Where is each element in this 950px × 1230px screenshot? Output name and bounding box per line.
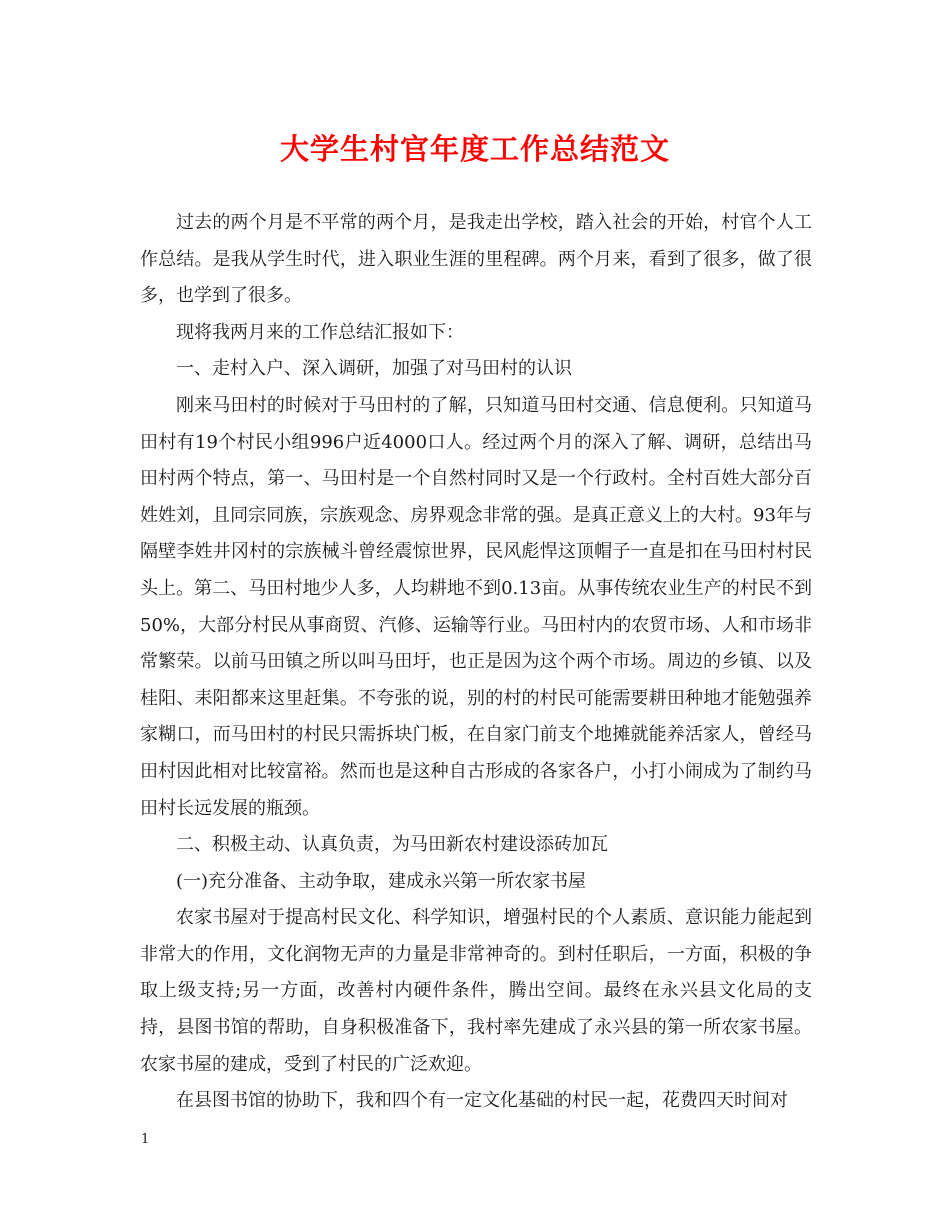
paragraph-report-lead: 现将我两月来的工作总结汇报如下： [176, 321, 464, 343]
paragraph-library: 农家书屋对于提高村民文化、科学知识，增强村民的个人素质、意识能力能起到非常大的作用，文化润物无声的力量是非常神奇的。到村任职后，一方面，积极的争取上级支持;另一方面，改善村内硬件条件，腾出空间。最终在永兴县文化局的支持，县图书馆的帮助，自身积极准备下，我村率先建成了永兴县的第一所农家书屋。农家书屋的建成，受到了村民的广泛欢迎。 [140, 907, 812, 1075]
paragraph-intro: 过去的两个月是不平常的两个月，是我走出学校，踏入社会的开始，村官个人工作总结。是我从学生时代，进入职业生涯的里程碑。两个月来，看到了很多，做了很多，也学到了很多。 [140, 212, 812, 307]
section-heading-1: 一、走村入户、深入调研，加强了对马田村的认识 [176, 358, 572, 380]
subsection-heading-1: (一)充分准备、主动争取，建成永兴第一所农家书屋 [176, 870, 587, 892]
document-body [140, 205, 812, 1120]
paragraph-library-continued: 在县图书馆的协助下，我和四个有一定文化基础的村民一起，花费四天时间对 [176, 1090, 788, 1112]
document-title: 大学生村官年度工作总结范文 [279, 132, 670, 166]
paragraph-village-survey: 刚来马田村的时候对于马田村的了解，只知道马田村交通、信息便利。只知道马田村有19个村民小组996户近4000口人。经过两个月的深入了解、调研，总结出马田村两个特点，第一、马田村是一个自然村同时又是一个行政村。全村百姓大部分百姓姓刘，且同宗同族，宗族观念、房界观念非常的强。是真正意义上的大村。93年与隔壁李姓井冈村的宗族械斗曾经震惊世界，民风彪悍这顶帽子一直是扣在马田村村民头上。第二、马田村地少人多，人均耕地不到0.13亩。从事传统农业生产的村民不到50%，大部分村民从事商贸、汽修、运输等行业。马田村内的农贸市场、人和市场非常繁荣。以前马田镇之所以叫马田圩，也正是因为这个两个市场。周边的乡镇、以及桂阳、耒阳都来这里赶集。不夸张的说，别的村的村民可能需要耕田种地才能勉强养家糊口，而马田村的村民只需拆块门板，在自家门前支个地摊就能养活家人，曾经马田村因此相对比较富裕。然而也是这种自古形成的各家各户，小打小闹成为了制约马田村长远发展的瓶颈。 [140, 394, 812, 819]
section-heading-2: 二、积极主动、认真负责，为马田新农村建设添砖加瓦 [176, 834, 608, 856]
page-number: 1 [141, 1132, 150, 1147]
